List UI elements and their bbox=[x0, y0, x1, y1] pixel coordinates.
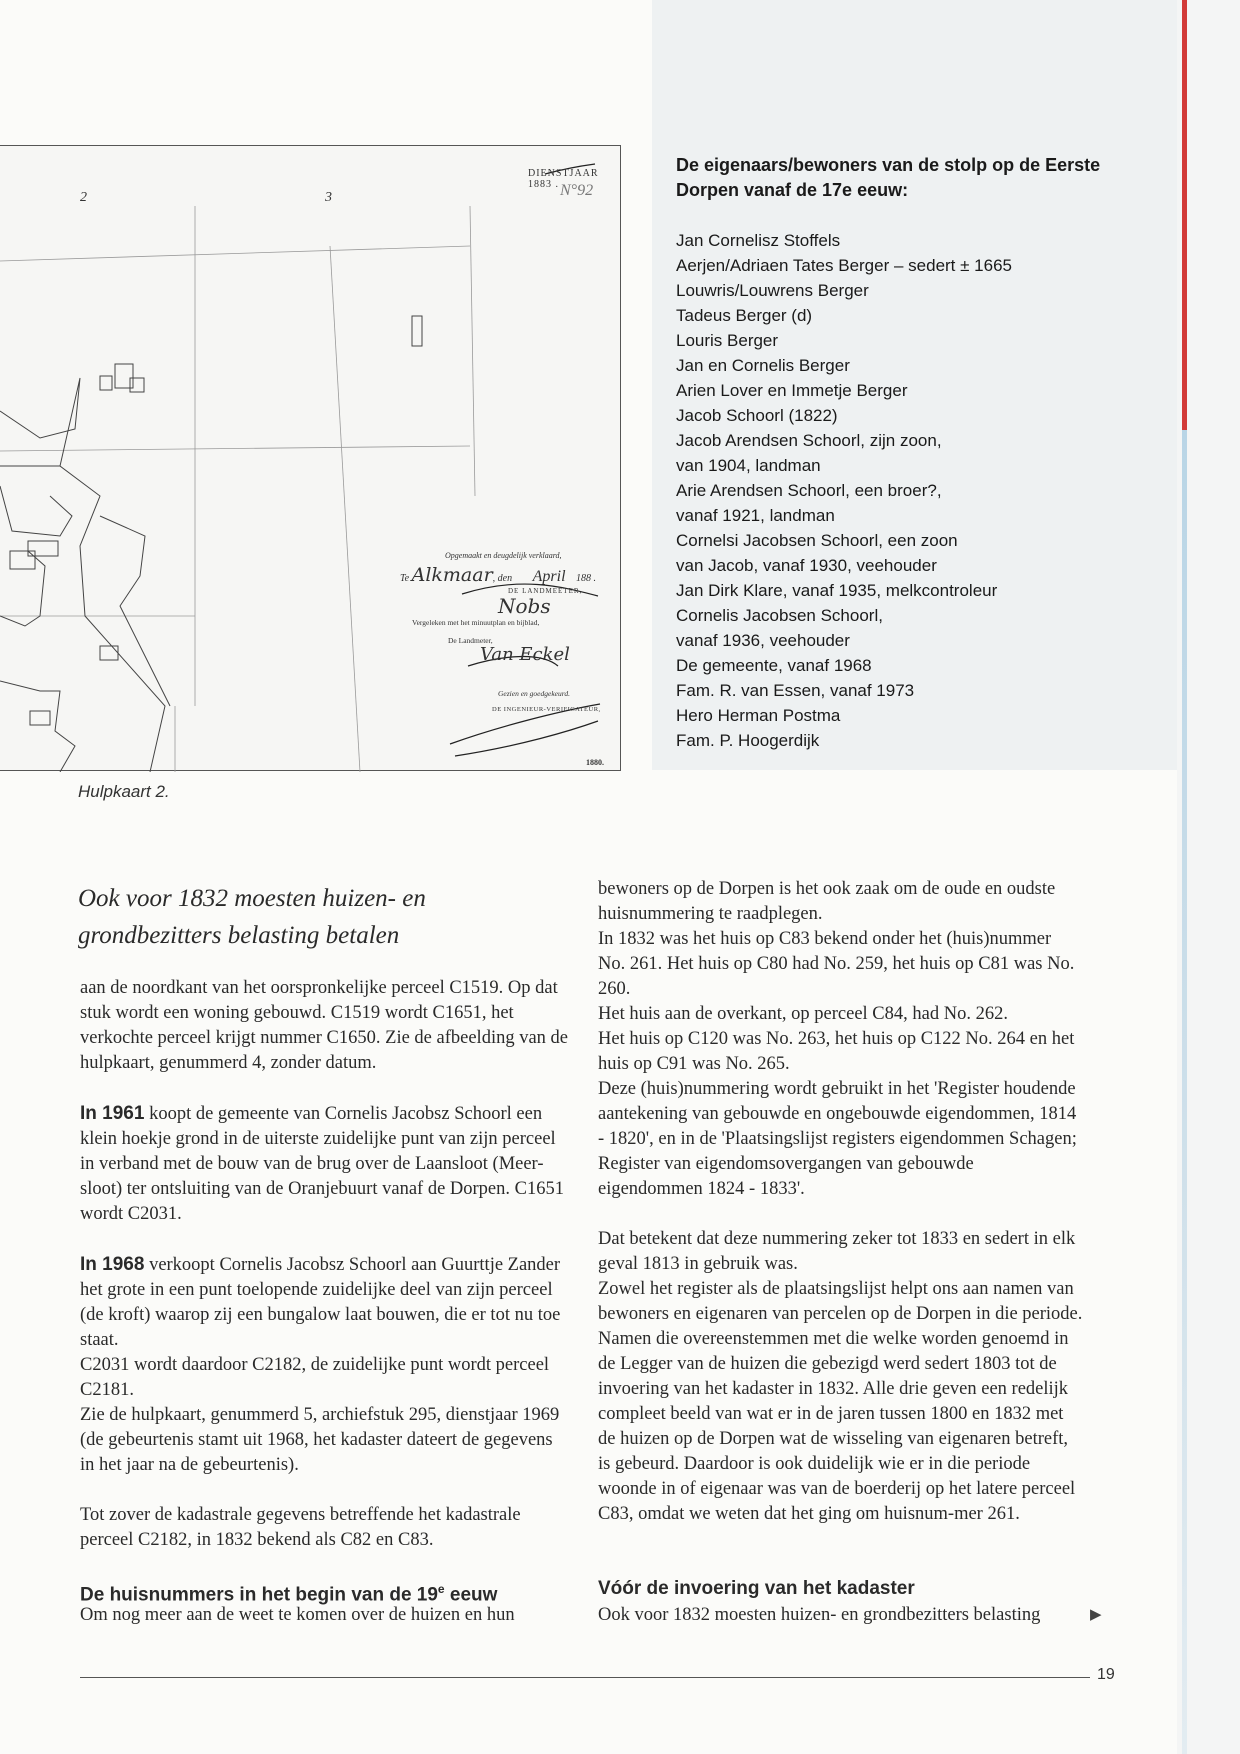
paragraph: C2031 wordt daardoor C2182, de zuidelijke punt wordt perceel C2181. bbox=[80, 1355, 550, 1400]
map-year: 1880. bbox=[586, 758, 604, 767]
section-heading-sup: e bbox=[437, 1582, 445, 1596]
paragraph-text: verkoopt Cornelis Jacobsz Schoorl aan Guurttje Zander het grote in een punt toelopende zuidelijke deel van zijn perceel (de kroft) waarop zij een bungalow laat bouwen, die er tot nu toe staat. bbox=[80, 1255, 561, 1350]
owner-item: Hero Herman Postma bbox=[676, 706, 841, 725]
map-signature-2: Van Eckel bbox=[480, 644, 570, 665]
paragraph: Dat betekent dat deze nummering zeker tot 1833 en sedert in elk geval 1813 in gebruik was. bbox=[598, 1229, 1076, 1274]
paragraph-lead: In 1968 bbox=[80, 1254, 145, 1275]
paragraph: Ook voor 1832 moesten huizen- en grondbezitters belasting bbox=[598, 1605, 1041, 1625]
map-cert-prefix: Te bbox=[400, 573, 410, 584]
paragraph-lead: In 1961 bbox=[80, 1103, 145, 1124]
paragraph: bewoners op de Dorpen is het ook zaak om de oude en oudste huisnummering te raadplegen. bbox=[598, 879, 1056, 924]
paragraph: Het huis op C120 was No. 263, het huis op C122 No. 264 en het huis op C91 was No. 265. bbox=[598, 1029, 1075, 1074]
sidebar-title: De eigenaars/bewoners van de stolp op de Eerste Dorpen vanaf de 17e eeuw: bbox=[676, 155, 1101, 200]
owner-item: Fam. P. Hoogerdijk bbox=[676, 731, 820, 750]
paragraph: Deze (huis)nummering wordt gebruikt in het 'Register houdende aantekening van gebouwde en ongebouwde eigendommen, 1814 - 1820', en in de 'Plaatsingslijst registers eigendommen Schagen; Register van eigendomsovergangen van gebouwde eigendommen 1824 - 1833'. bbox=[598, 1079, 1077, 1199]
map-cert-line2 bbox=[400, 564, 596, 586]
owner-item: Jacob Schoorl (1822) bbox=[676, 406, 838, 425]
map-cert-place: Alkmaar bbox=[411, 564, 493, 586]
page-number: 19 bbox=[1097, 1666, 1115, 1683]
article-left-column bbox=[80, 877, 570, 1553]
owner-item: van 1904, landman bbox=[676, 456, 821, 475]
section-heading-text: De huisnummers in het begin van de 19 bbox=[80, 1584, 438, 1606]
map-ingenieur: DE INGENIEUR-VERIFICATEUR, bbox=[492, 706, 601, 713]
map-cert-den: , den bbox=[492, 573, 513, 584]
section-heading-text: eeuw bbox=[444, 1584, 498, 1606]
owner-item: Jacob Arendsen Schoorl, zijn zoon, bbox=[676, 431, 942, 450]
continue-arrow-icon: ▶ bbox=[1090, 1607, 1102, 1623]
cadastral-map bbox=[0, 145, 621, 771]
owner-item: Jan en Cornelis Berger bbox=[676, 356, 850, 375]
map-gezien: Gezien en goedgekeurd. bbox=[498, 689, 570, 698]
paragraph: Het huis aan de overkant, op perceel C84, had No. 262. bbox=[598, 1004, 1008, 1024]
owner-item: vanaf 1936, veehouder bbox=[676, 631, 850, 650]
map-vergeleken: Vergeleken met het minuutplan en bijblad, bbox=[412, 618, 540, 627]
owner-item: van Jacob, vanaf 1930, veehouder bbox=[676, 556, 937, 575]
owner-item: Fam. R. van Essen, vanaf 1973 bbox=[676, 681, 915, 700]
map-landmeter-2: De Landmeter, bbox=[448, 636, 493, 645]
owner-item: Louwris/Louwrens Berger bbox=[676, 281, 869, 300]
page-edge-blue-stripe bbox=[1182, 430, 1187, 1754]
paragraph bbox=[80, 1252, 570, 1353]
page-edge-red-stripe bbox=[1182, 0, 1187, 430]
owner-item: Tadeus Berger (d) bbox=[676, 306, 813, 325]
owner-item: Jan Dirk Klare, vanaf 1935, melkcontroleur bbox=[676, 581, 998, 600]
paragraph-text: koopt de gemeente van Cornelis Jacobsz Schoorl een klein hoekje grond in de uiterste zuidelijke punt van zijn perceel in verband met de bouw van de brug over de Laansloot (Meer-sloot) ter ontsluiting van de Oranjebuurt vanaf de Dorpen. C1651 wordt C2031. bbox=[80, 1104, 564, 1224]
map-number: N°92 bbox=[560, 182, 594, 199]
article-right-column bbox=[598, 877, 1083, 1527]
owner-item: Arien Lover en Immetje Berger bbox=[676, 381, 908, 400]
owners-list bbox=[676, 228, 1136, 753]
map-signature-1: Nobs bbox=[498, 594, 551, 618]
map-column-3: 3 bbox=[325, 190, 332, 205]
map-landmeter-1: DE LANDMEETER, bbox=[508, 587, 583, 595]
owner-item: Louris Berger bbox=[676, 331, 779, 350]
owner-item: Arie Arendsen Schoorl, een broer?, bbox=[676, 481, 942, 500]
owner-item: Aerjen/Adriaen Tates Berger – sedert ± 1665 bbox=[676, 256, 1012, 275]
paragraph: Zowel het register als de plaatsingslijst helpt ons aan namen van bewoners en eigenaren van percelen op de Dorpen in die periode. Namen die overeenstemmen met die welke worden genoemd in de Legger van de huizen die gebezigd werd sedert 1803 tot de invoering van het kadaster in 1832. Alle drie geven een redelijk compleet beeld van wat er in de jaren tussen 1800 en 1832 met de huizen op de Dorpen wat de wisseling van eigenaren betreft, is gebeurd. Daardoor is ook duidelijk wie er in die periode woonde in of eigenaar was van de boerderij op het latere perceel C83, omdat we weten dat het ging om huisnum-mer 261. bbox=[598, 1279, 1083, 1524]
owner-item: De gemeente, vanaf 1968 bbox=[676, 656, 872, 675]
map-cert-month: April bbox=[532, 568, 566, 585]
map-lines bbox=[0, 146, 621, 772]
paragraph: In 1832 was het huis op C83 bekend onder het (huis)nummer No. 261. Het huis op C80 had No. 259, het huis op C81 was No. 260. bbox=[598, 929, 1075, 999]
paragraph: Zie de hulpkaart, genummerd 5, archiefstuk 295, dienstjaar 1969 (de gebeurtenis stamt uit 1968, het kadaster dateert de gegevens in het jaar na de gebeurtenis). bbox=[80, 1405, 560, 1475]
owner-item: vanaf 1921, landman bbox=[676, 506, 835, 525]
map-caption: Hulpkaart 2. bbox=[78, 782, 170, 801]
paragraph: aan de noordkant van het oorspronkelijke perceel C1519. Op dat stuk wordt een woning gebouwd. C1519 wordt C1651, het verkochte perceel krijgt nummer C1650. Zie de afbeelding van de hulpkaart, genummerd 4, zonder datum. bbox=[80, 978, 569, 1073]
paragraph: Tot zover de kadastrale gegevens betreffende het kadastrale perceel C2182, in 1832 bekend als C82 en C83. bbox=[80, 1505, 521, 1550]
owner-item: Cornelsi Jacobsen Schoorl, een zoon bbox=[676, 531, 958, 550]
paragraph bbox=[80, 1101, 570, 1227]
owner-item: Cornelis Jacobsen Schoorl, bbox=[676, 606, 883, 625]
map-cert-line1: Opgemaakt en deugdelijk verklaard, bbox=[445, 551, 562, 560]
section-heading-kadaster: Vóór de invoering van het kadaster bbox=[598, 1578, 915, 1599]
owner-item: Jan Cornelisz Stoffels bbox=[676, 231, 841, 250]
map-column-2: 2 bbox=[80, 190, 87, 205]
footer-rule bbox=[80, 1677, 1090, 1678]
paragraph: Om nog meer aan de weet te komen over de huizen en hun bbox=[80, 1605, 515, 1625]
article-heading: Ook voor 1832 moesten huizen- en grondbezitters belasting betalen bbox=[78, 885, 426, 949]
map-header: DIENSTJAAR 1883 . bbox=[528, 168, 599, 190]
map-cert-year: 188 . bbox=[576, 573, 597, 584]
